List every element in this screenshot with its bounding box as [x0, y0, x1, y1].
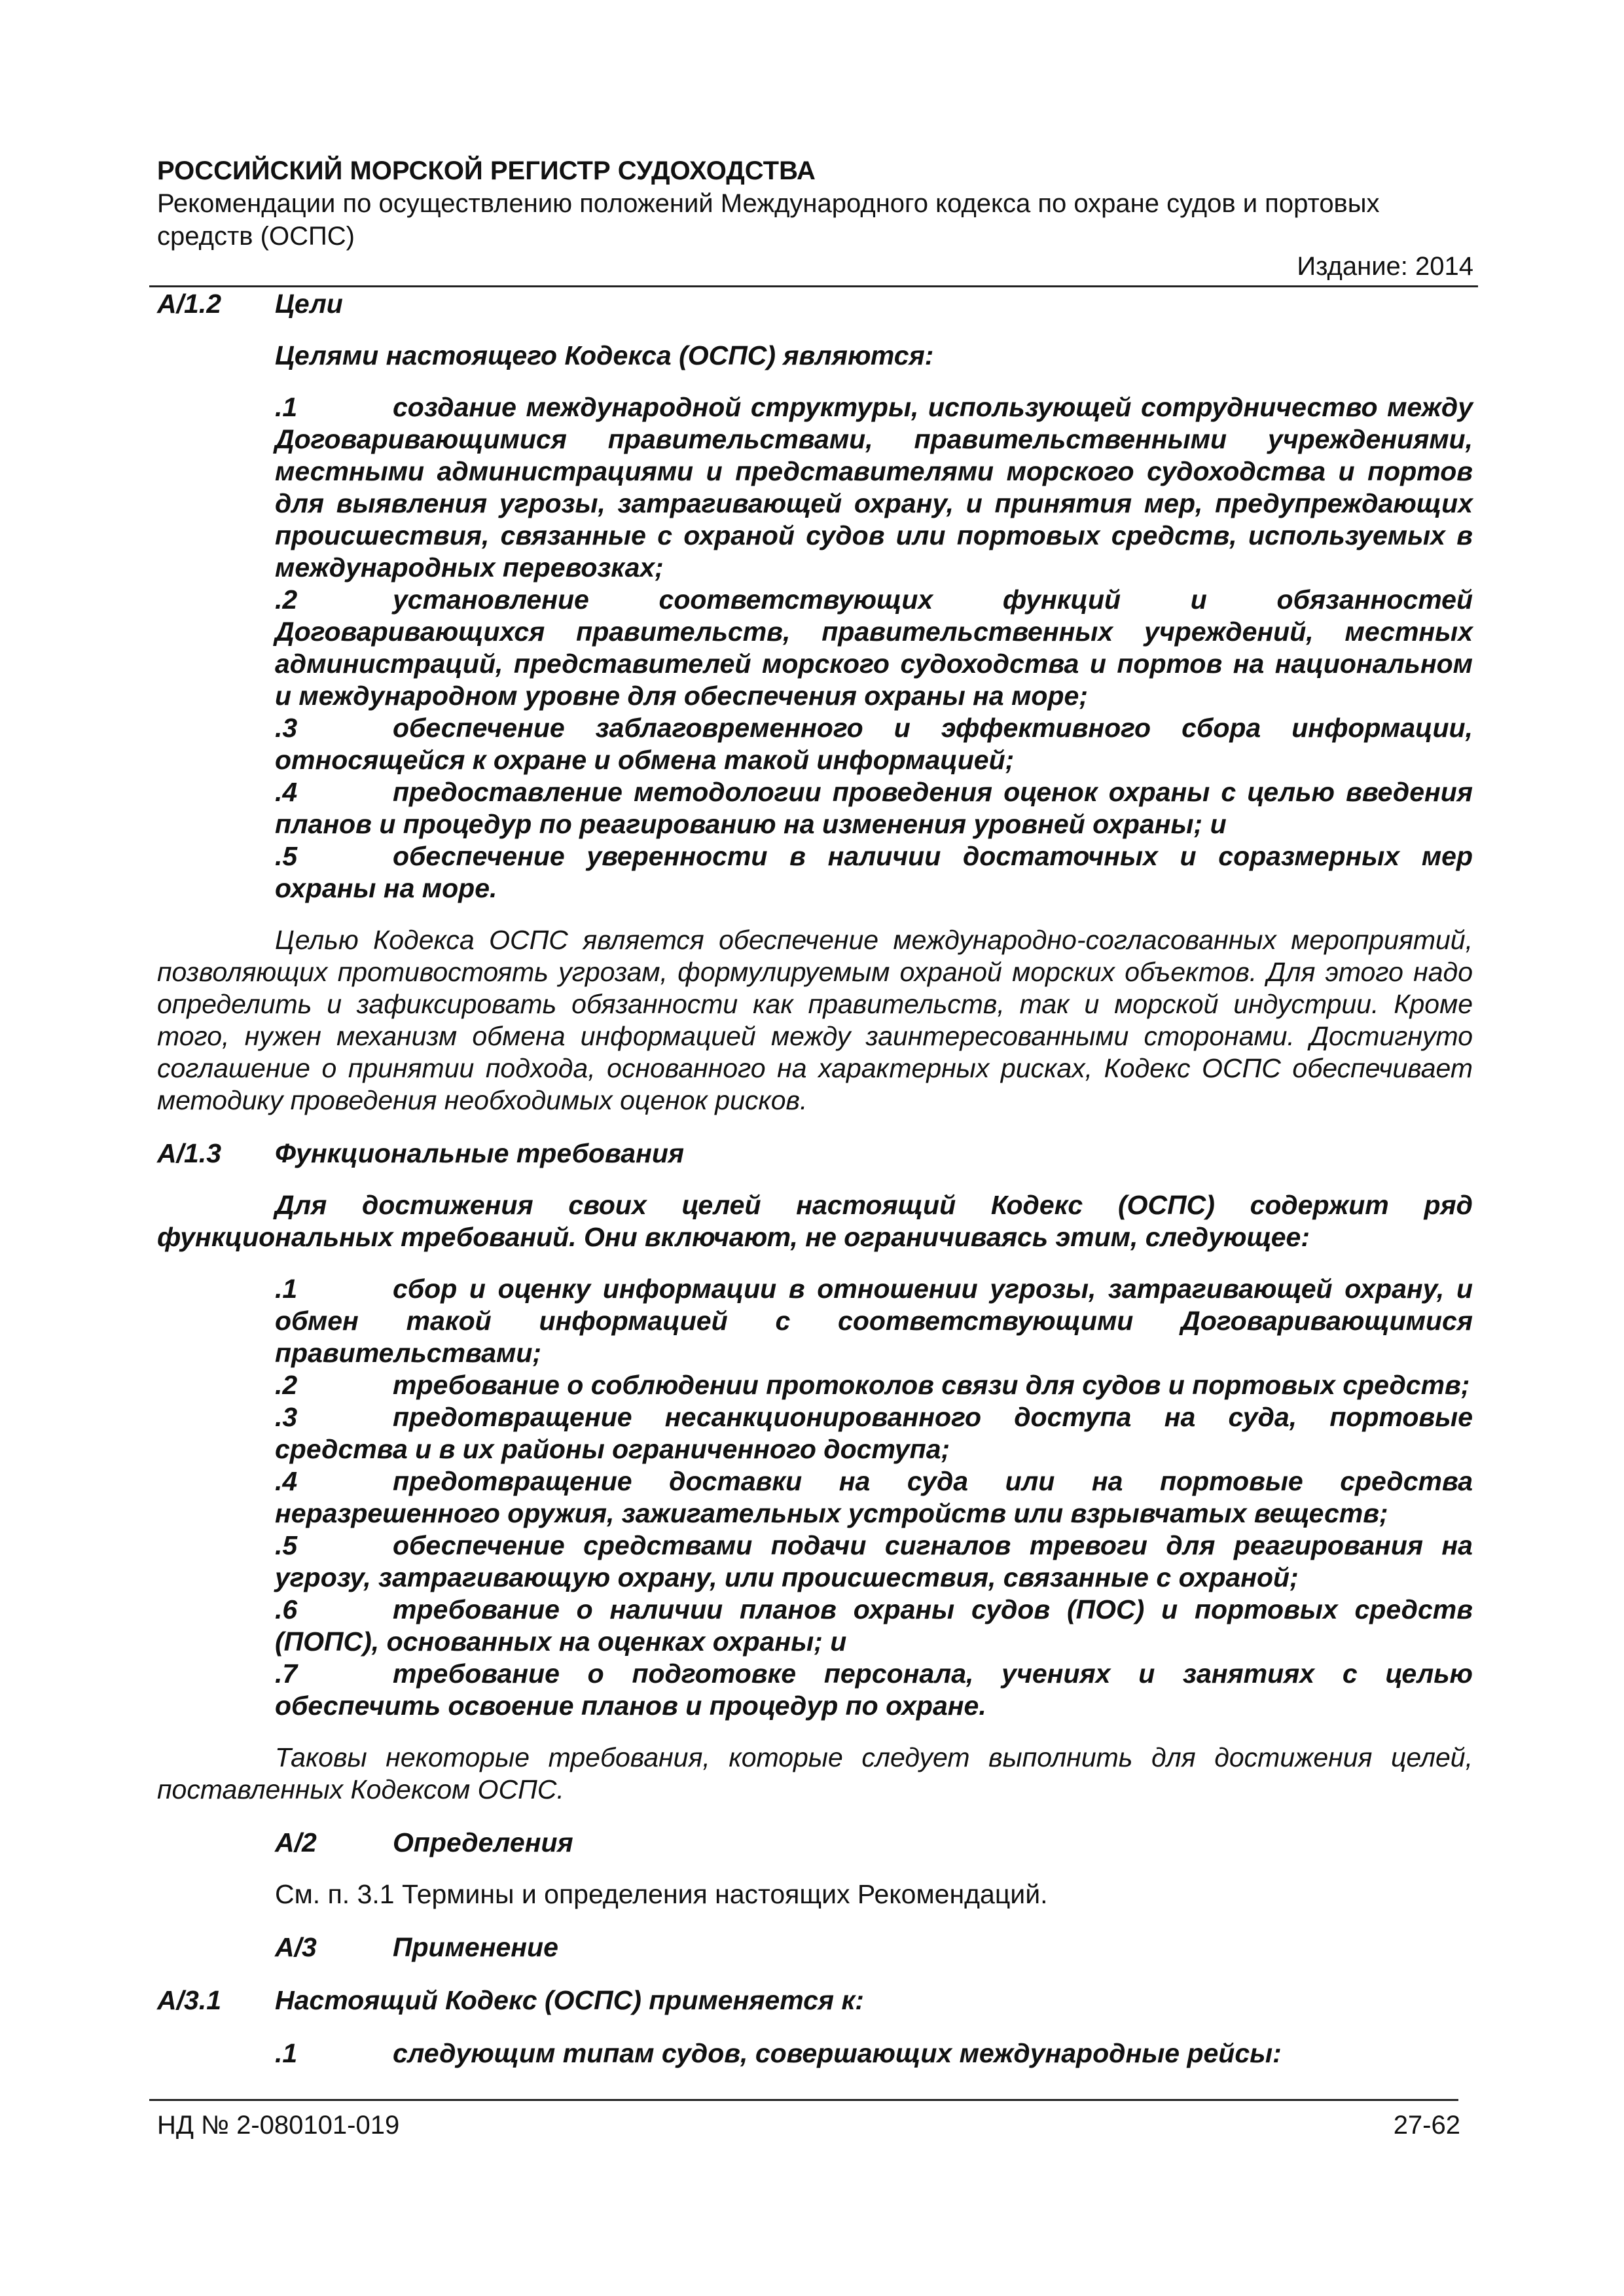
spacer: [157, 1964, 1473, 1984]
section-heading-a13: [157, 1138, 1473, 1170]
spacer: [157, 905, 1473, 924]
header-edition: Издание: 2014: [1297, 252, 1473, 281]
spacer: [157, 1806, 1473, 1827]
list-item: [157, 776, 1473, 840]
list-item-text: установление соответствующих функций и обязанностей Договаривающихся правительств, правительственных учреждений, местных администраций, представителей морского судоходства и портов на национальном и международном уровне для обеспечения охраны на море;: [275, 584, 1473, 711]
list-item-number: .2: [275, 1370, 298, 1400]
list-item: [157, 1273, 1473, 1369]
list-item: [157, 1369, 1473, 1401]
section-comment: Таковы некоторые требования, которые следует выполнить для достижения целей, поставленных Кодексом ОСПС.: [157, 1742, 1473, 1804]
footer-document-number: НД № 2-080101-019: [157, 2111, 400, 2140]
section-heading-a3: [157, 1931, 1473, 1964]
list-item: [157, 1594, 1473, 1658]
header-organization: РОССИЙСКИЙ МОРСКОЙ РЕГИСТР СУДОХОДСТВА: [157, 156, 816, 185]
list-item: [157, 391, 1473, 584]
spacer: [157, 320, 1473, 340]
list-item-text: обеспечение заблаговременного и эффективного сбора информации, относящейся к охране и обмена такой информацией;: [275, 713, 1473, 775]
section-title: Функциональные требования: [275, 1138, 685, 1168]
list-item-text: сбор и оценку информации в отношении угрозы, затрагивающей охрану, и обмен такой информацией с соответствующими Договаривающимися правительствами;: [275, 1274, 1473, 1368]
section-number: А/2: [275, 1827, 317, 1857]
list-item-text: требование о наличии планов охраны судов (ПОС) и портовых средств (ПОПС), основанных на оценках охраны; и: [275, 1594, 1473, 1657]
list-item-number: .7: [275, 1659, 298, 1689]
header-divider: [149, 285, 1478, 287]
list-item: [157, 1658, 1473, 1722]
list-item-number: .4: [275, 777, 298, 807]
section-title: Определения: [393, 1827, 573, 1857]
document-body: [157, 288, 1473, 2070]
footer-page-number: 27-62: [1393, 2111, 1460, 2140]
list-item-number: .1: [275, 1274, 298, 1304]
list-item-text: требование о соблюдении протоколов связи для судов и портовых средств;: [393, 1370, 1470, 1400]
list-item: [157, 1530, 1473, 1594]
list-item-text: обеспечение средствами подачи сигналов тревоги для реагирования на угрозу, затрагивающую охрану, или происшествия, связанные с охраной;: [275, 1530, 1473, 1592]
list-item-number: .1: [275, 2038, 298, 2068]
section-heading-a12: [157, 288, 1473, 320]
section-heading-a31: [157, 1984, 1473, 2017]
section-intro: Целями настоящего Кодекса (ОСПС) являются:: [275, 340, 934, 370]
list-item: [157, 1401, 1473, 1465]
list-item-text: следующим типам судов, совершающих международные рейсы:: [393, 2038, 1282, 2068]
list-item-text: требование о подготовке персонала, учениях и занятиях с целью обеспечить освоение планов и процедур по охране.: [275, 1659, 1473, 1721]
section-number: А/3: [275, 1932, 317, 1962]
section-intro: Для достижения своих целей настоящий Кодекс (ОСПС) содержит ряд функциональных требований. Они включают, не ограничиваясь этим, следующее:: [157, 1190, 1473, 1252]
list-item-text: предотвращение доставки на суда или на портовые средства неразрешенного оружия, зажигательных устройств или взрывчатых веществ;: [275, 1466, 1473, 1528]
list-item-text: обеспечение уверенности в наличии достаточных и соразмерных мер охраны на море.: [275, 841, 1473, 903]
section-number: А/1.2: [157, 289, 221, 319]
header-document-title: Рекомендации по осуществлению положений Международного кодекса по охране судов и портовых средств (ОСПС): [157, 189, 1380, 251]
list-item-number: .3: [275, 713, 298, 743]
section-number: А/3.1: [157, 1985, 221, 2015]
section-title: Цели: [275, 289, 343, 319]
list-item: [157, 584, 1473, 712]
spacer: [157, 1910, 1473, 1931]
spacer: [157, 1170, 1473, 1189]
section-text: См. п. 3.1 Термины и определения настоящих Рекомендаций.: [275, 1879, 1048, 1909]
section-number: А/1.3: [157, 1138, 221, 1168]
spacer: [157, 1859, 1473, 1878]
list-item-number: .6: [275, 1594, 298, 1624]
list-item: [157, 712, 1473, 776]
spacer: [157, 372, 1473, 391]
list-item-number: .5: [275, 1530, 298, 1560]
list-item-number: .1: [275, 392, 298, 422]
spacer: [157, 2017, 1473, 2037]
spacer: [157, 1722, 1473, 1742]
list-item-number: .4: [275, 1466, 298, 1496]
list-item: [157, 1465, 1473, 1530]
list-item-text: создание международной структуры, использующей сотрудничество между Договаривающимися правительствами, правительственными учреждениями, местными администрациями и представителями морского судоходства и портов для выявления угрозы, затрагивающей охрану, и принятия мер, предупреждающих происшествия, связанные с охраной судов или портовых средств, используемых в международных перевозках;: [275, 392, 1473, 583]
footer-divider: [149, 2099, 1458, 2101]
list-item-number: .2: [275, 584, 298, 615]
list-item: [157, 2037, 1473, 2070]
section-heading-a2: [157, 1827, 1473, 1859]
list-item-text: предоставление методологии проведения оценок охраны с целью введения планов и процедур по реагированию на изменения уровней охраны; и: [275, 777, 1473, 839]
section-title: Настоящий Кодекс (ОСПС) применяется к:: [275, 1985, 864, 2015]
list-item: [157, 840, 1473, 905]
list-item-text: предотвращение несанкционированного доступа на суда, портовые средства и в их районы ограниченного доступа;: [275, 1402, 1473, 1464]
section-title: Применение: [393, 1932, 558, 1962]
section-comment: Целью Кодекса ОСПС является обеспечение международно-согласованных мероприятий, позволяющих противостоять угрозам, формулируемым охраной морских объектов. Для этого надо определить и зафиксировать обязанности как правительств, так и морской индустрии. Кроме того, нужен механизм обмена информацией между заинтересованными сторонами. Достигнуто соглашение о принятии подхода, основанного на характерных рисках, Кодекс ОСПС обеспечивает методику проведения необходимых оценок рисков.: [157, 925, 1473, 1115]
list-item-number: .5: [275, 841, 298, 871]
list-item-number: .3: [275, 1402, 298, 1432]
spacer: [157, 1117, 1473, 1138]
spacer: [157, 1253, 1473, 1273]
